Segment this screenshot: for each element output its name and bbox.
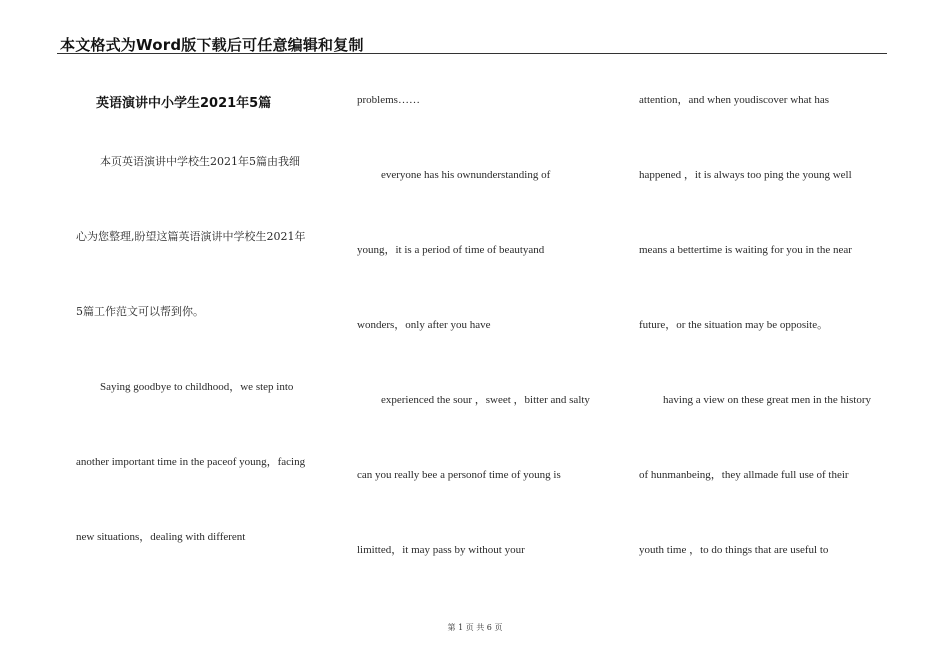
text-line: experienced the sour ，sweet ，bitter and salty: [381, 394, 590, 406]
document-heading: 英语演讲中小学生2021年5篇: [96, 96, 272, 111]
text-line: attention，and when youdiscover what has: [639, 94, 830, 106]
header-divider: [57, 53, 887, 54]
text-line: another important time in the paceof young，facing: [76, 456, 306, 468]
text-line: 心为您整理,盼望这篇英语演讲中学校生2021年: [76, 230, 306, 243]
text-line: problems……: [357, 94, 420, 106]
text-line: of hunmanbeing，they allmade full use of their: [639, 469, 849, 481]
text-line: can you really bee a personof time of young is: [357, 469, 561, 481]
text-line: wonders，only after you have: [357, 319, 491, 331]
text-line: 本页英语演讲中学校生2021年5篇由我细: [100, 155, 300, 168]
page-footer-page-number: 第 1 页 共 6 页: [447, 623, 503, 632]
text-line: means a bettertime is waiting for you in the near: [639, 244, 852, 256]
text-line: Saying goodbye to childhood，we step into: [100, 381, 294, 393]
text-line: 5篇工作范文可以帮到你。: [76, 305, 204, 318]
text-line: young，it is a period of time of beautyand: [357, 244, 545, 256]
text-line: limitted，it may pass by without your: [357, 544, 525, 556]
page-header-title: 本文格式为Word版下载后可任意编辑和复制: [60, 36, 364, 54]
text-line: everyone has his ownunderstanding of: [381, 169, 551, 181]
text-line: new situations，dealing with different: [76, 531, 246, 543]
text-line: happened ，it is always too ping the young well: [639, 169, 852, 181]
text-line: future，or the situation may be opposite。: [639, 319, 829, 331]
text-line: having a view on these great men in the history: [663, 394, 872, 406]
text-line: youth time ，to do things that are useful to: [639, 544, 829, 556]
